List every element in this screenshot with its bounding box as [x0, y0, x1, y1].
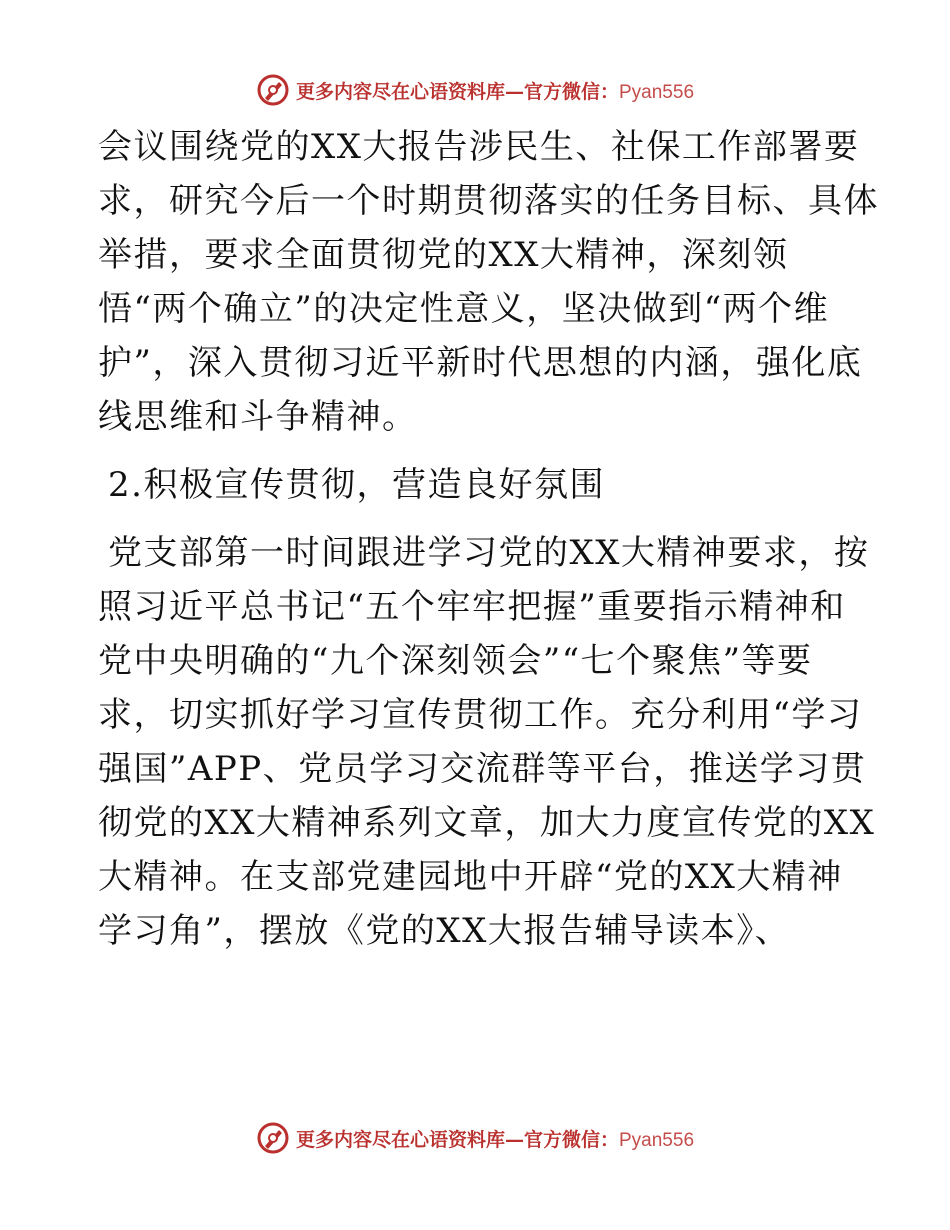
text-line: 党中央明确的“九个深刻领会”“七个聚焦”等要	[98, 641, 813, 681]
pen-logo-icon	[256, 1121, 290, 1155]
section-heading: 2.积极宣传贯彻，营造良好氛围	[108, 465, 605, 505]
wechat-id: Pyan556	[619, 81, 695, 103]
footer-banner	[0, 1118, 950, 1158]
text-line: 照习近平总书记“五个牢牢把握”重要指示精神和	[98, 587, 846, 627]
text-line: 彻党的XX大精神系列文章，加大力度宣传党的XX	[98, 803, 876, 843]
text-line: 线思维和斗争精神。	[98, 397, 418, 437]
paragraph-2	[98, 526, 876, 958]
text-line: 党支部第一时间跟进学习党的XX大精神要求，按	[108, 533, 870, 573]
text-line: 学习角”，摆放《党的XX大报告辅导读本》、	[98, 911, 791, 951]
text-line: 求，切实抓好学习宣传贯彻工作。充分利用“学习	[98, 695, 863, 735]
wechat-id: Pyan556	[619, 1129, 695, 1151]
header-banner	[0, 70, 950, 110]
text-line: 护”，深入贯彻习近平新时代思想的内涵，强化底	[98, 343, 863, 383]
banner-text: 更多内容尽在心语资料库—官方微信：Pyan556	[295, 80, 695, 103]
text-line: 悟“两个确立”的决定性意义，坚决做到“两个维	[98, 289, 830, 329]
document-body	[98, 120, 879, 958]
text-line: 求，研究今后一个时期贯彻落实的任务目标、具体	[98, 181, 879, 221]
banner-text: 更多内容尽在心语资料库—官方微信：Pyan556	[295, 1128, 695, 1151]
text-line: 会议围绕党的XX大报告涉民生、社保工作部署要	[98, 127, 860, 167]
pen-logo-icon	[256, 73, 290, 107]
text-line: 举措，要求全面贯彻党的XX大精神，深刻领	[98, 235, 789, 275]
paragraph-1	[98, 120, 879, 444]
text-line: 大精神。在支部党建园地中开辟“党的XX大精神	[98, 857, 843, 897]
text-line: 强国”APP、党员学习交流群等平台，推送学习贯	[98, 749, 867, 789]
